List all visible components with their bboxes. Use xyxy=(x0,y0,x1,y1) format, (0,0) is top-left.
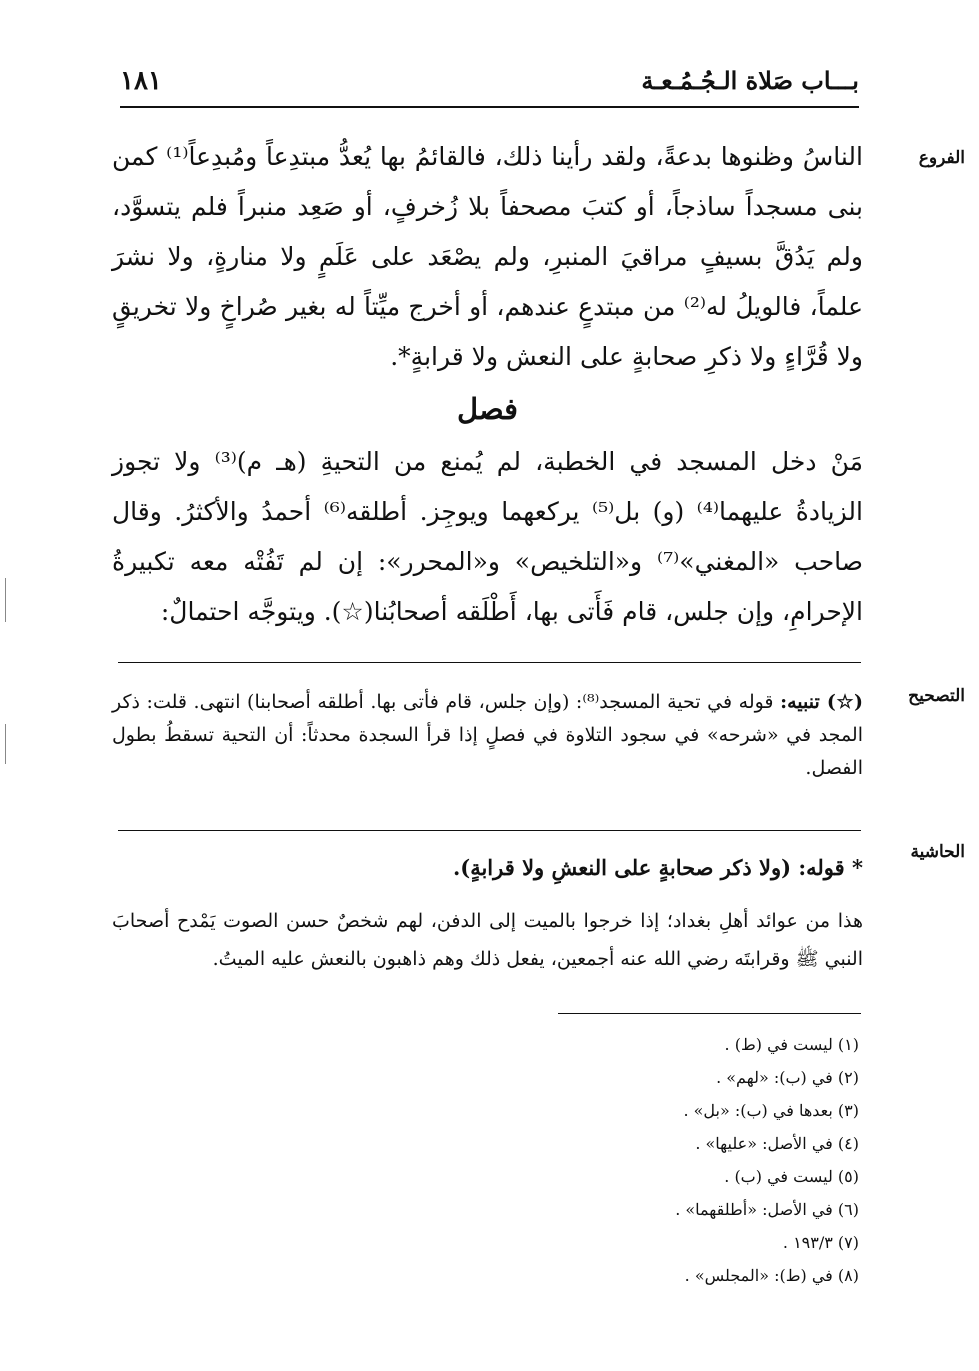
hashiya-heading: * قوله: (ولا ذكر صحابةٍ على النعشِ ولا قرابةٍ). xyxy=(452,855,863,880)
margin-marker xyxy=(5,724,6,764)
side-label-tashih: التصحيح xyxy=(908,686,965,706)
footnotes-divider xyxy=(558,1013,861,1014)
main-paragraph-2: مَنْ دخل المسجد في الخطبة، لم يُمنع من التحيةِ (هـ م)⁽³⁾ ولا تجوز الزيادةُ عليهما⁽⁴⁾ (و) بل⁽⁵⁾ يركعهما ويوجِز. أطلقه⁽⁶⁾ أحمدُ والأكثرُ. وقال صاحب «المغني»⁽⁷⁾ و«التلخيص» و«المحرر»: إن لم تَفُتْه معه تكبيرةُ الإحرامِ، وإن جلس، قام فَأَتى بها، أَطْلَقه أصحابُنا(☆). ويتوجَّه احتمالٌ: xyxy=(112,447,864,626)
main-paragraph-1: الناسُ وظنوها بدعةً، ولقد رأينا ذلك، فالقائمُ بها يُعدُّ مبتدِعاً ومُبدِعاً⁽¹⁾ كمن بنى مسجداً ساذجاً، أو كتبَ مصحفاً بلا زُخرفٍ، أو صَعِد منبراً فلم يتسوَّد، ولم يَدُقَّ بسيفٍ مراقيَ المنبرِ، ولم يصْعَد على عَلَمٍ ولا منارةٍ، ولا نشرَ علماً، فالويلُ له⁽²⁾ من مبتدعٍ عندهم، أو أخرج ميِّتاً له بغير صُراخٍ ولا تخريقٍ ولا قُرَّاءٍ ولا ذكرِ صحابةٍ على النعش ولا قرابةٍ*. xyxy=(112,142,863,371)
side-label-hashiya: الحاشية xyxy=(910,842,965,862)
correction-note-title: (☆) تنبيه: xyxy=(780,691,863,713)
running-header xyxy=(120,62,859,102)
chapter-title: بـــاب صَلاة الـجُـمُـعـة xyxy=(641,66,859,95)
header-divider xyxy=(120,106,859,108)
footnote: (١) ليست في (ط) . xyxy=(724,1035,859,1054)
footnote: (٣) بعدها في (ب): «بل» . xyxy=(683,1101,859,1120)
footnote: (٨) في (ط): «المجلس» . xyxy=(684,1266,859,1285)
hashiya-body: هذا من عوائد أهلِ بغداد؛ إذا خرجوا بالميت إلى الدفن، لهم شخصٌ حسن الصوت يَمْدح أصحابَ النبي ﷺ وقرابتَه رضي الله عنه أجمعين، يفعل ذلك وهم ذاهبون بالنعش عليه الميتُ. xyxy=(112,910,863,970)
section-heading: فصل xyxy=(457,392,518,426)
hashiya-divider xyxy=(118,830,861,831)
correction-divider xyxy=(118,662,861,663)
margin-marker xyxy=(5,578,6,622)
correction-note-body: قوله في تحية المسجد⁽⁸⁾: (وإن جلس، قام فأتى بها. أطلقه أصحابنا) انتهى. قلت: ذكر المجد في «شرحه» في سجود التلاوة في فصلٍ إذا قرأ السجدة محدثاً: أن التحية تسقطُ بطول الفصل. xyxy=(112,691,863,779)
side-label-furu: الفروع xyxy=(918,148,965,168)
correction-note xyxy=(112,686,863,785)
footnote: (٦) في الأصل: «أطلقهما» . xyxy=(675,1200,859,1219)
footnotes-list xyxy=(419,1028,859,1292)
footnote: (٥) ليست في (ب) . xyxy=(724,1167,859,1186)
page-number: ١٨١ xyxy=(120,66,162,96)
footnote: (٢) في (ب): «لهم» . xyxy=(716,1068,859,1087)
footnote: (٧) ١٩٣/٣ . xyxy=(782,1233,859,1252)
footnote: (٤) في الأصل: «عليها» . xyxy=(695,1134,859,1153)
